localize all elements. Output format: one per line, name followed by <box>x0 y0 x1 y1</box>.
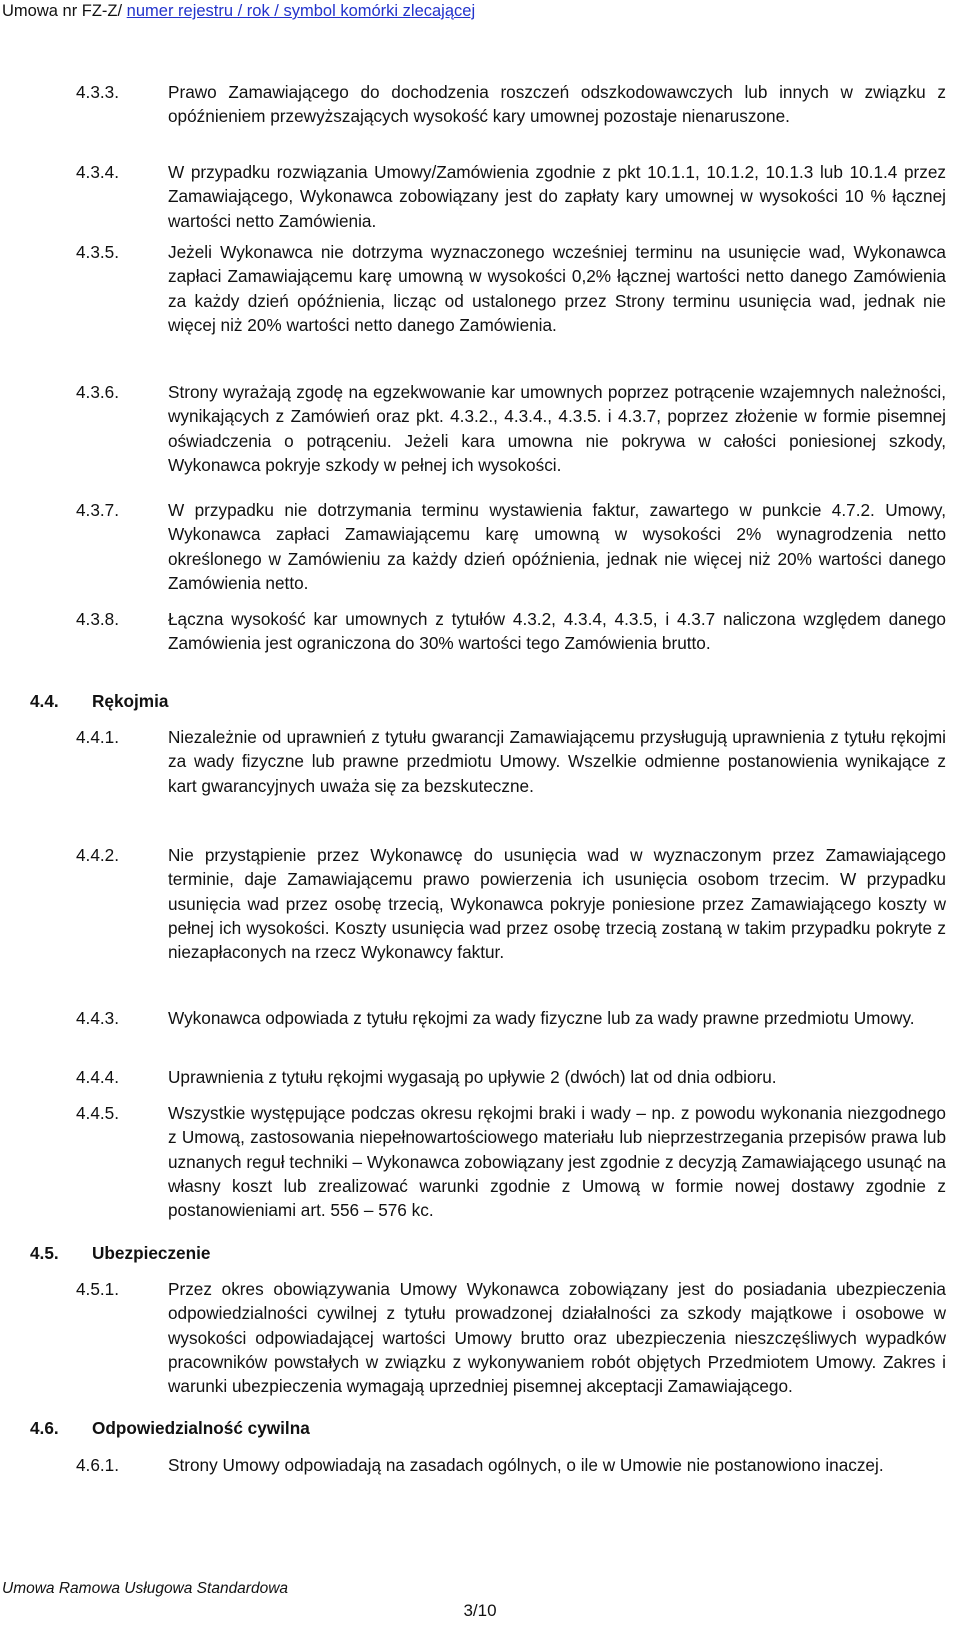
clause-number: 4.3.5. <box>76 242 120 262</box>
clause-text: Prawo Zamawiającego do dochodzenia roszczeń odszkodowawczych lub innych w związku z opóźnieniem przewyższających wysokość kary umownej pozostaje nienaruszone. <box>168 82 946 127</box>
clause-number: 4.3.7. <box>76 500 120 520</box>
clause <box>0 1453 960 1477</box>
clause <box>0 498 960 595</box>
section-number: 4.6. <box>30 1418 59 1438</box>
section-number: 4.4. <box>30 691 59 711</box>
clause-text: W przypadku rozwiązania Umowy/Zamówienia zgodnie z pkt 10.1.1, 10.1.2, 10.1.3 lub 10.1.4 przez Zamawiającego, Wykonawca zobowiązany jest do zapłaty kary umownej w wysokości 10 % łącznej wartości netto Zamówienia. <box>168 162 946 231</box>
clause-number: 4.3.8. <box>76 609 120 629</box>
clause-text: Wszystkie występujące podczas okresu rękojmi braki i wady – np. z powodu wykonania niezgodnego z Umową, zastosowania niepełnowartościowego materiału lub nieprzestrzegania przepisów prawa lub uznanych reguł techniki – Wykonawca zobowiązany jest zgodnie z decyzją Zamawiającego usunąć na własny koszt lub zrealizować warunki zgodnie z Umową w formie nowej dostawy zgodnie z postanowieniami art. 556 – 576 kc. <box>168 1103 946 1221</box>
clause-number: 4.5.1. <box>76 1279 120 1299</box>
clause-number: 4.3.6. <box>76 382 120 402</box>
clause-text: Przez okres obowiązywania Umowy Wykonawca zobowiązany jest do posiadania ubezpieczenia odpowiedzialności cywilnej z tytułu prowadzonej działalności za szkody majątkowe i osobowe w wysokości odpowiadającej wartości Umowy brutto oraz ubezpieczenia nieszczęśliwych wypadków pracowników powstałych w związku z wykonywaniem robót objętych Przedmiotem Umowy. Zakres i warunki ubezpieczenia wymagają uprzedniej pisemnej akceptacji Zamawiającego. <box>168 1279 946 1397</box>
clause <box>0 1277 960 1398</box>
clause-number: 4.4.1. <box>76 727 120 747</box>
section-title: Odpowiedzialność cywilna <box>92 1418 310 1438</box>
section-number: 4.5. <box>30 1243 59 1263</box>
clause <box>0 725 960 798</box>
clause-text: Uprawnienia z tytułu rękojmi wygasają po upływie 2 (dwóch) lat od dnia odbioru. <box>168 1067 777 1087</box>
section-heading <box>0 1416 960 1440</box>
clause-number: 4.4.2. <box>76 845 120 865</box>
clause-number: 4.6.1. <box>76 1455 120 1475</box>
clause <box>0 1065 960 1089</box>
clause <box>0 843 960 964</box>
document-header <box>2 2 475 21</box>
clause <box>0 380 960 477</box>
clause-text: Łączna wysokość kar umownych z tytułów 4.3.2, 4.3.4, 4.3.5, i 4.3.7 naliczona względem danego Zamówienia jest ograniczona do 30% wartości tego Zamówienia brutto. <box>168 609 946 654</box>
clause <box>0 240 960 337</box>
page-number: 3/10 <box>463 1601 497 1620</box>
clause-text: Wykonawca odpowiada z tytułu rękojmi za wady fizyczne lub za wady prawne przedmiotu Umowy. <box>168 1008 915 1028</box>
clause-text: Nie przystąpienie przez Wykonawcę do usunięcia wad w wyznaczonym przez Zamawiającego terminie, daje Zamawiającemu prawo powierzenia ich usunięcia osobom trzecim. W przypadku usunięcia wad przez osobę trzecią, Wykonawca pokryje poniesione przez Zamawiającego koszty w pełnej ich wysokości. Koszty usunięcia wad przez osobę trzecią zostaną w takim przypadku pokryte z niezapłaconych na rzecz Wykonawcy faktur. <box>168 845 946 963</box>
clause-text: W przypadku nie dotrzymania terminu wystawienia faktur, zawartego w punkcie 4.7.2. Umowy, Wykonawca zapłaci Zamawiającemu karę umowną w wysokości 2% wynagrodzenia netto określonego w Zamówieniu za każdy dzień opóźnienia, jednak nie więcej niż 20% wartości danego Zamówienia netto. <box>168 500 946 593</box>
section-heading <box>0 689 960 713</box>
clause-number: 4.4.4. <box>76 1067 120 1087</box>
clause-number: 4.4.5. <box>76 1103 120 1123</box>
clause <box>0 160 960 233</box>
clause <box>0 1006 960 1030</box>
section-heading <box>0 1241 960 1265</box>
clause <box>0 607 960 656</box>
register-number-link[interactable]: numer rejestru / rok / symbol komórki zlecającej <box>126 2 476 20</box>
clause-text: Niezależnie od uprawnień z tytułu gwarancji Zamawiającemu przysługują uprawnienia z tytułu rękojmi za wady fizyczne lub prawne przedmiotu Umowy. Wszelkie odmienne postanowienia wynikające z kart gwarancyjnych uważa się za bezskuteczne. <box>168 727 946 796</box>
clause <box>0 80 960 129</box>
clause-number: 4.3.3. <box>76 82 120 102</box>
section-title: Rękojmia <box>92 691 169 711</box>
clause-number: 4.3.4. <box>76 162 120 182</box>
clause <box>0 1101 960 1222</box>
section-title: Ubezpieczenie <box>92 1243 211 1263</box>
clause-number: 4.4.3. <box>76 1008 120 1028</box>
footer-document-title: Umowa Ramowa Usługowa Standardowa <box>2 1580 289 1597</box>
clause-text: Strony Umowy odpowiadają na zasadach ogólnych, o ile w Umowie nie postanowiono inaczej. <box>168 1455 884 1475</box>
clause-text: Jeżeli Wykonawca nie dotrzyma wyznaczonego wcześniej terminu na usunięcie wad, Wykonawca zapłaci Zamawiającemu karę umowną w wysokości 0,2% łącznej wartości netto danego Zamówienia za każdy dzień opóźnienia, licząc od ustalonego przez Strony terminu usunięcia wad, jednak nie więcej niż 20% wartości netto danego Zamówienia. <box>168 242 946 335</box>
contract-number-prefix: Umowa nr FZ-Z/ <box>2 2 127 20</box>
clause-text: Strony wyrażają zgodę na egzekwowanie kar umownych poprzez potrącenie wzajemnych należności, wynikających z Zamówień oraz pkt. 4.3.2., 4.3.4., 4.3.5. i 4.3.7, poprzez złożenie w formie pisemnej oświadczenia o potrąceniu. Jeżeli kara umowna nie pokrywa w całości poniesionej szkody, Wykonawca pokryje szkody w pełnej ich wysokości. <box>168 382 946 475</box>
